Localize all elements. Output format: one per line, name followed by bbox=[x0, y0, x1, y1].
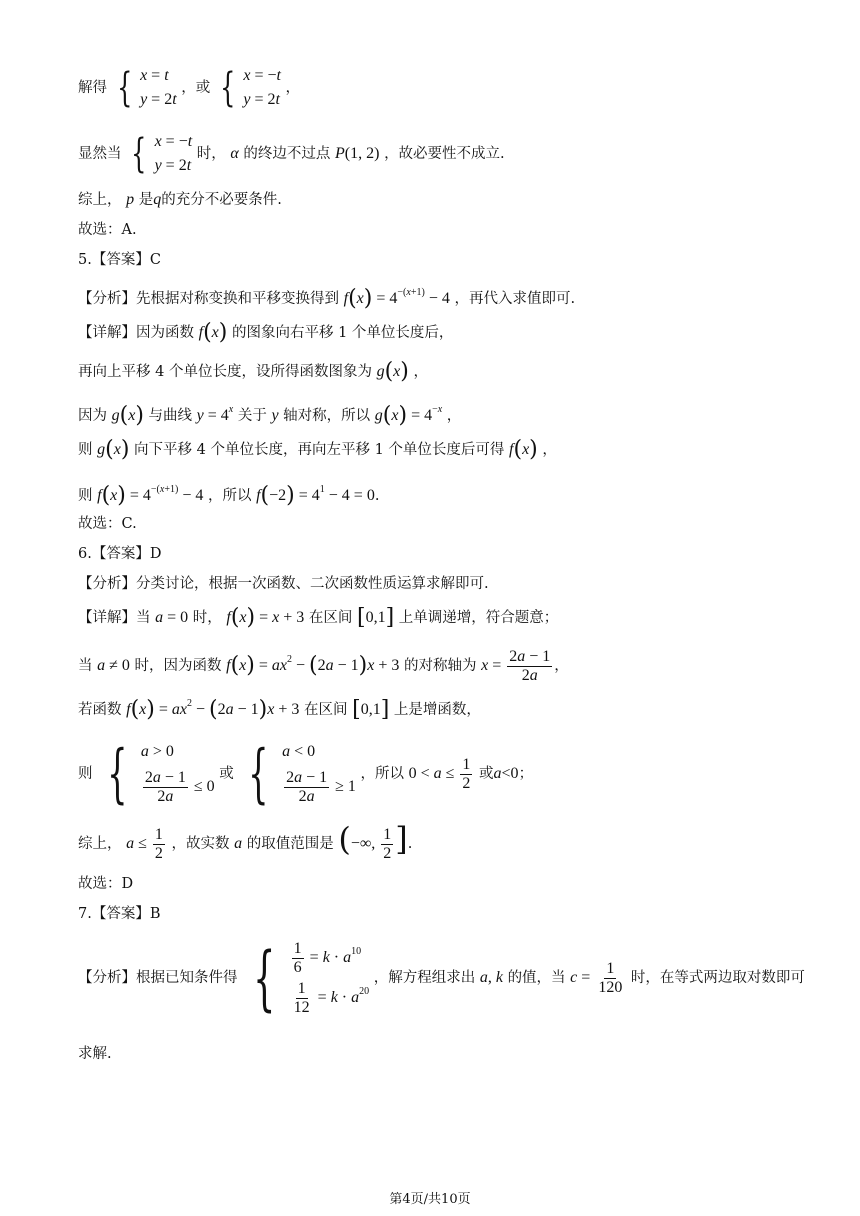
answer-heading-5: 5.【答案】C bbox=[78, 252, 161, 268]
math-expression: 0 < a ≤ $\frac{1}{2}$ bbox=[408, 755, 471, 792]
text: 时， bbox=[196, 146, 226, 162]
math-p: p bbox=[126, 191, 135, 208]
text: 综上， bbox=[78, 836, 122, 853]
text: 【分析】先根据对称变换和平移变换得到 bbox=[78, 291, 339, 307]
math-expression: a ≠ 0 bbox=[97, 657, 130, 675]
text: ，所以 bbox=[360, 766, 404, 782]
math-expression: c = $\frac{1}{120}$ bbox=[570, 959, 623, 996]
detail-6-line-2 bbox=[78, 648, 569, 685]
text: 的图象向右平移 1 个单位长度后， bbox=[231, 325, 454, 341]
text: ，或 bbox=[181, 80, 211, 96]
math-expression: g(x) bbox=[376, 359, 409, 384]
text: 显然当 bbox=[78, 146, 122, 162]
math-expression: a<0 bbox=[493, 765, 519, 782]
math-expression: a = 0 bbox=[155, 609, 189, 626]
answer-choice-line: 故选：C. bbox=[78, 516, 137, 532]
text: 当 bbox=[78, 658, 93, 675]
equation-system: { a > 0 $\frac{2a - 1}{2a}$ ≤ 0 bbox=[107, 737, 215, 811]
solution-line-3 bbox=[78, 190, 282, 210]
math-expression: f(x) bbox=[198, 320, 228, 345]
equation-system: { x = −t y = 2t bbox=[219, 65, 281, 111]
text: 是 bbox=[138, 192, 154, 208]
text: 【分析】根据已知条件得 bbox=[78, 970, 238, 986]
text: 时， bbox=[192, 610, 222, 626]
detail-5-line-3 bbox=[78, 400, 461, 426]
solution-line-1 bbox=[78, 64, 300, 112]
text: ， bbox=[285, 80, 301, 96]
equation-system: { x = t y = 2t bbox=[116, 65, 177, 111]
text: 时，在等式两边取对数即可 bbox=[630, 970, 805, 986]
math-expression: $f(x) = ax^2 - (2a - 1)x + 3$ bbox=[226, 653, 400, 679]
text: ， bbox=[554, 658, 569, 675]
text: ，所以 bbox=[207, 488, 252, 504]
math-expression: $f(x) = 4^{-(x+1)} - 4$ bbox=[97, 483, 204, 508]
math-alpha: α bbox=[230, 145, 239, 162]
text: 上单调递增，符合题意； bbox=[398, 610, 559, 626]
math-y: y bbox=[271, 407, 279, 424]
text: . bbox=[374, 488, 380, 504]
equation-system: { a < 0 $\frac{2a - 1}{2a}$ ≥ 1 bbox=[248, 737, 356, 811]
text: ，故必要性不成立. bbox=[384, 146, 505, 162]
math-interval: (−∞, $\frac{1}{2}$ ] bbox=[338, 820, 408, 862]
text: 向下平移 4 个单位长度，再向左平移 1 个单位长度后可得 bbox=[134, 442, 505, 458]
math-point: P(1, 2) bbox=[335, 145, 380, 162]
detail-5-line-1 bbox=[78, 320, 454, 345]
text: ， bbox=[446, 408, 462, 424]
text: 【详解】当 bbox=[78, 610, 151, 626]
text: 与曲线 bbox=[148, 408, 193, 424]
answer-heading-7: 7.【答案】B bbox=[78, 906, 161, 922]
detail-6-line-5 bbox=[78, 820, 413, 863]
math-expression: $f(x) = ax^2 - (2a - 1)x + 3$ bbox=[126, 697, 300, 722]
text: 的对称轴为 bbox=[404, 658, 477, 675]
detail-6-line-1 bbox=[78, 605, 559, 630]
text: 则 bbox=[78, 488, 93, 504]
math-expression: $f(-2) = 4^1 - 4 = 0$ bbox=[256, 483, 375, 508]
text: 轴对称，所以 bbox=[283, 408, 371, 424]
text: 再向上平移 4 个单位长度，设所得函数图象为 bbox=[78, 364, 372, 380]
detail-6-line-4 bbox=[78, 738, 533, 810]
detail-6-line-3 bbox=[78, 694, 481, 720]
text: . bbox=[407, 836, 413, 853]
math-interval: [0,1] bbox=[352, 697, 390, 722]
math-expression: $f(x) = 4^{-(x+1)} - 4$ bbox=[343, 286, 450, 311]
text: ， bbox=[542, 442, 557, 458]
text: 因为 bbox=[78, 408, 107, 424]
text: 解得 bbox=[78, 80, 107, 96]
analysis-7 bbox=[78, 938, 805, 1018]
math-expression: $y = 4^x$ bbox=[196, 404, 234, 424]
text: 在区间 bbox=[308, 610, 353, 626]
math-expression: a ≤ $\frac{1}{2}$ bbox=[126, 826, 163, 862]
math-expression: f(x) bbox=[509, 437, 538, 462]
page-footer: 第4页/共10页 bbox=[389, 1192, 471, 1207]
analysis-7-end: 求解. bbox=[78, 1046, 112, 1062]
math-interval: [0,1] bbox=[357, 605, 395, 630]
solution-line-2 bbox=[78, 130, 505, 178]
text: 或 bbox=[479, 766, 494, 782]
math-a: a bbox=[234, 835, 243, 853]
text: ，解方程组求出 bbox=[373, 970, 476, 986]
text: 时，因为函数 bbox=[134, 658, 222, 675]
detail-5-line-5 bbox=[78, 480, 379, 506]
text: 上是增函数， bbox=[393, 702, 481, 718]
answer-heading-6: 6.【答案】D bbox=[78, 546, 162, 562]
analysis-5 bbox=[78, 283, 575, 309]
text: 或 bbox=[219, 766, 234, 782]
detail-5-line-4 bbox=[78, 437, 557, 462]
text: 的值，当 bbox=[507, 970, 566, 986]
math-expression: a, k bbox=[479, 969, 503, 986]
text: 在区间 bbox=[304, 702, 348, 718]
math-expression: g(x) bbox=[111, 403, 144, 428]
math-expression: f(x) = x + 3 bbox=[226, 605, 305, 630]
math-expression: $g(x) = 4^{-x}$ bbox=[374, 403, 443, 428]
text: 则 bbox=[78, 442, 93, 458]
answer-choice-line: 故选：A. bbox=[78, 222, 137, 238]
analysis-6: 【分析】分类讨论，根据一次函数、二次函数性质运算求解即可. bbox=[78, 576, 489, 592]
equation-system: { x = −t y = 2t bbox=[131, 131, 193, 177]
text: 的充分不必要条件. bbox=[161, 192, 282, 208]
text: ，再代入求值即可. bbox=[454, 291, 576, 307]
text: 若函数 bbox=[78, 702, 122, 718]
detail-5-line-2 bbox=[78, 359, 428, 384]
text: 则 bbox=[78, 766, 93, 782]
text: 的终边不过点 bbox=[243, 146, 331, 162]
equation-system: { $\frac{1}{6}$ = $k \cdot a^{10}$ $\frac{1}{12}$ = $k \cdot a^{20}$ bbox=[253, 937, 370, 1019]
text: 综上， bbox=[78, 192, 122, 208]
math-q: q bbox=[153, 191, 162, 208]
text: 【详解】因为函数 bbox=[78, 325, 194, 341]
math-expression: g(x) bbox=[97, 437, 130, 462]
text: ， bbox=[413, 364, 428, 380]
text: ； bbox=[518, 766, 534, 782]
text: ，故实数 bbox=[171, 836, 230, 853]
answer-choice-line: 故选：D bbox=[78, 876, 134, 892]
text: 关于 bbox=[237, 408, 267, 424]
math-expression: x = $\frac{2a - 1}{2a}$ bbox=[481, 648, 551, 684]
text: 的取值范围是 bbox=[246, 836, 334, 853]
